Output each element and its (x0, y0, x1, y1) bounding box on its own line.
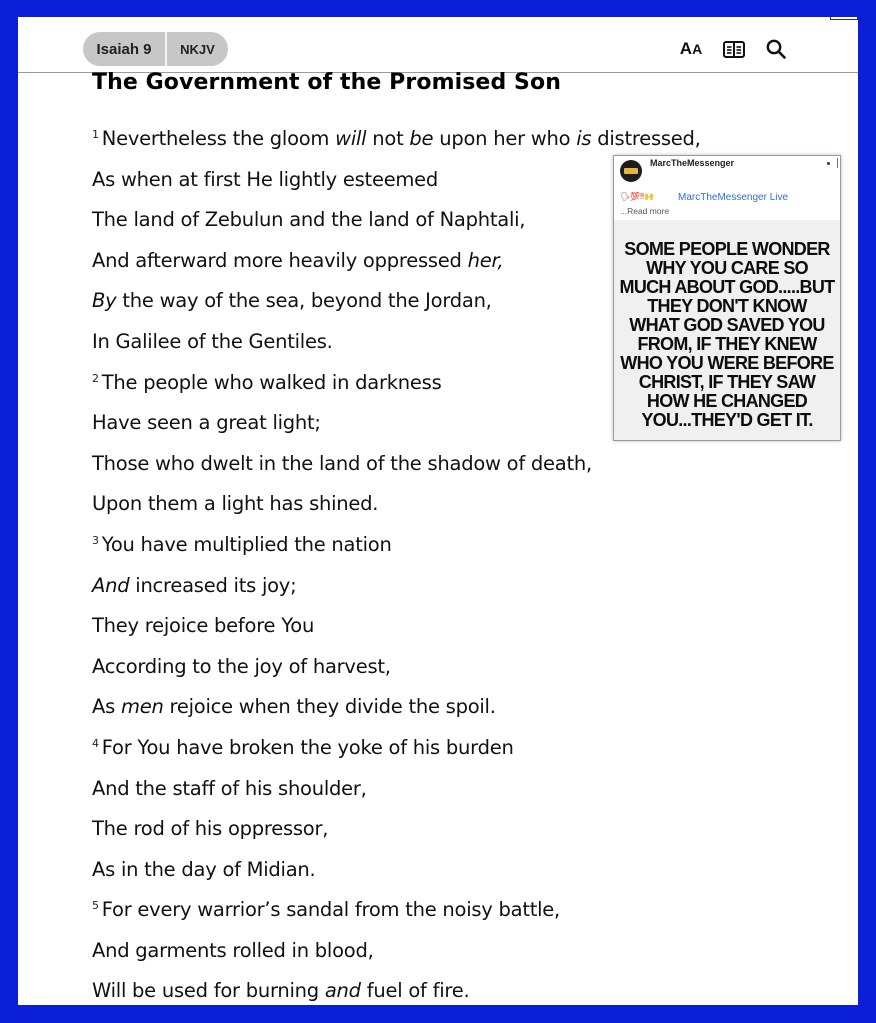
quote-line: CHRIST, IF THEY SAW (638, 372, 816, 392)
verse-italic-text: men (120, 695, 164, 719)
text-size-icon[interactable]: A A (679, 39, 703, 58)
verse-text: As (92, 695, 121, 719)
verse-italic-text: will (335, 127, 367, 150)
more-options-icon[interactable] (827, 162, 830, 165)
quote-line: SOME PEOPLE WONDER (624, 239, 830, 259)
verse-text: And afterward more heavily oppressed (92, 248, 468, 272)
quote-line: WHO YOU WERE BEFORE (620, 353, 834, 373)
quote-line: THEY DON'T KNOW (647, 296, 807, 316)
quote-line: HOW HE CHANGED (646, 391, 808, 411)
verse-line (92, 244, 701, 285)
verse-text: rejoice when they divide the spoil. (163, 695, 496, 719)
verse-line (92, 528, 701, 569)
avatar[interactable] (620, 160, 642, 182)
section-heading: The Government of the Promised Son (92, 70, 561, 95)
read-more-link[interactable]: ...Read more (620, 206, 670, 216)
quote-line: YOU...THEY'D GET IT. (641, 410, 813, 430)
verse-line (92, 934, 701, 975)
post-quote-image (614, 220, 840, 440)
quote-line: WHAT GOD SAVED YOU (629, 315, 825, 335)
verse-list (92, 122, 701, 1005)
verse-line (92, 569, 701, 610)
version-button[interactable]: NKJV (180, 41, 215, 57)
verse-italic-text: her, (467, 248, 504, 272)
verse-text: The rod of his oppressor, (92, 817, 329, 841)
book-chapter-button[interactable]: Isaiah 9 (83, 32, 167, 66)
verse-line (92, 853, 701, 894)
verse-line (92, 325, 701, 366)
verse-italic-text: be (409, 127, 434, 150)
verse-italic-text: By (92, 289, 117, 313)
verse-text: For You have broken the yoke of his burden (101, 735, 514, 759)
verse-text: Those who dwelt in the land of the shadow of death, (92, 451, 592, 475)
verse-line (92, 731, 701, 772)
verse-text: And the staff of his shoulder, (92, 776, 367, 800)
verse-number[interactable]: 4 (92, 736, 99, 750)
reader-mode-icon[interactable] (721, 37, 747, 61)
verse-line (92, 487, 701, 528)
verse-line (92, 974, 701, 1005)
verse-text: increased its joy; (129, 573, 297, 597)
quote-line: MUCH ABOUT GOD.....BUT (619, 277, 835, 297)
verse-text: The land of Zebulun and the land of Naphtali, (92, 208, 526, 232)
quote-line: FROM, IF THEY KNEW (637, 334, 817, 354)
verse-text: And garments rolled in blood, (92, 938, 374, 962)
post-live-link[interactable]: MarcTheMessenger Live (678, 192, 789, 203)
verse-text: Upon them a light has shined. (92, 492, 379, 516)
verse-text: fuel of fire. (360, 979, 470, 1003)
verse-line (92, 122, 701, 163)
verse-text: As in the day of Midian. (92, 857, 316, 881)
verse-text: distressed, (591, 127, 701, 150)
verse-text: In Galilee of the Gentiles. (92, 329, 333, 353)
verse-line (92, 690, 701, 731)
verse-number[interactable]: 2 (92, 371, 99, 385)
verse-text: You have multiplied the nation (101, 532, 392, 556)
verse-line (92, 893, 701, 934)
reader-toolbar (18, 17, 858, 73)
verse-text: Nevertheless the gloom (101, 127, 336, 150)
verse-text: As when at first He lightly esteemed (92, 167, 439, 191)
verse-line (92, 447, 701, 488)
post-username[interactable]: MarcTheMessenger (650, 158, 735, 168)
verse-line (92, 284, 701, 325)
quote-line: WHY YOU CARE SO (646, 258, 808, 278)
verse-text: Have seen a great light; (92, 411, 321, 435)
verse-italic-text: And (92, 573, 130, 597)
verse-text: the way of the sea, beyond the Jordan, (116, 289, 492, 313)
search-icon[interactable] (764, 37, 788, 61)
verse-number[interactable]: 5 (92, 899, 99, 913)
verse-line (92, 812, 701, 853)
verse-text: The people who walked in darkness (101, 370, 442, 394)
verse-text: not (366, 127, 410, 150)
verse-italic-text: and (324, 979, 361, 1003)
verse-italic-text: is (576, 127, 592, 150)
verse-line (92, 203, 701, 244)
verse-line (92, 366, 701, 407)
verse-text: They rejoice before You (92, 614, 315, 638)
verse-line (92, 406, 701, 447)
quote-text (614, 240, 840, 430)
verse-number[interactable]: 1 (92, 128, 99, 141)
reader-page (18, 17, 858, 1005)
verse-line (92, 772, 701, 813)
verse-line (92, 163, 701, 204)
verse-text: Will be used for burning (92, 979, 325, 1003)
social-post-overlay[interactable] (613, 155, 841, 441)
scroll-indicator (837, 158, 838, 168)
verse-line (92, 609, 701, 650)
verse-text: upon her who (433, 127, 577, 150)
verse-line (92, 650, 701, 691)
verse-text: For every warrior’s sandal from the noisy battle, (101, 898, 560, 922)
corner-mark (830, 17, 858, 20)
chapter-version-pill (83, 32, 228, 66)
post-emojis: 🗣💯‼🙌 (620, 192, 654, 201)
verse-text: According to the joy of harvest, (92, 654, 391, 678)
verse-number[interactable]: 3 (92, 533, 99, 547)
